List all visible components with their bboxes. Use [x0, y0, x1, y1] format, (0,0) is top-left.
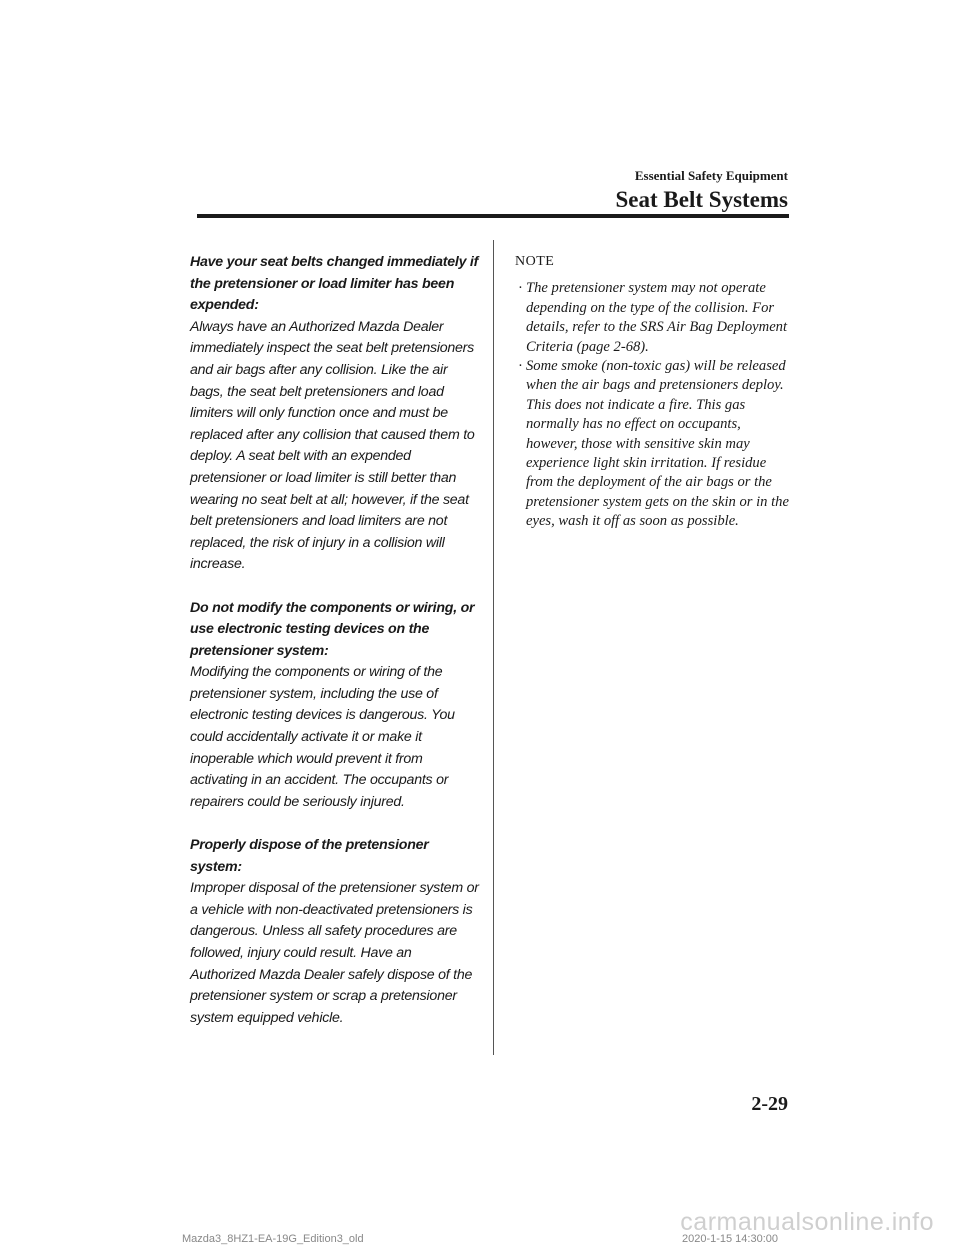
- note-item: [515, 279, 795, 357]
- warning-body: Modifying the components or wiring of the pretensioner system, including the use of electronic testing devices is dangerous. You could accidentally activate it or make it inoperable which would prevent it from activating in an accident. The occupants or repairers could be seriously injured.: [190, 664, 455, 810]
- bullet-dot: ·: [518, 358, 523, 375]
- warning-body: Improper disposal of the pretensioner system or a vehicle with non-deactivated pretensioners is dangerous. Unless all safety procedures are followed, injury could result. Have an Authorized Mazda Dealer safely dispose of the pretensioner system or scrap a pretensioner system equipped vehicle.: [190, 880, 479, 1026]
- warning-heading: Properly dispose of the pretensioner system:: [190, 837, 429, 875]
- warning-block: [190, 598, 480, 814]
- warning-heading: Do not modify the components or wiring, or use electronic testing devices on the pretensioner system:: [190, 599, 475, 659]
- page-title: Seat Belt Systems: [615, 187, 788, 212]
- page-header: [616, 168, 788, 214]
- bullet-dot: ·: [518, 280, 523, 297]
- note-text: Some smoke (non-toxic gas) will be released when the air bags and pretensioners deploy. This does not indicate a fire. This gas normally has no effect on occupants, however, those with sensitive skin may experience light skin irritation. If residue from the deployment of the air bags or the pretensioner system gets on the skin or in the eyes, wash it off as soon as possible.: [526, 358, 789, 530]
- note-list: [515, 279, 795, 531]
- note-column: [515, 252, 795, 532]
- warning-column: [190, 252, 480, 1051]
- watermark: carmanualsonline.info: [680, 1208, 934, 1236]
- warning-body: Always have an Authorized Mazda Dealer immediately inspect the seat belt pretensioners and air bags after any collision. Like the air bags, the seat belt pretensioners and load limiters will only function once and must be replaced after any collision that caused them to deploy. A seat belt with an expended pretensioner or load limiter is still better than wearing no seat belt at all; however, if the seat belt pretensioners and load limiters are not replaced, the risk of injury in a collision will increase.: [190, 318, 475, 573]
- column-divider: [493, 240, 494, 1055]
- note-item: [515, 357, 795, 532]
- footer-timestamp: 2020-1-15 14:30:00: [681, 1233, 778, 1245]
- footer-filename: Mazda3_8HZ1-EA-19G_Edition3_old: [182, 1233, 364, 1245]
- warning-heading: Have your seat belts changed immediately if the pretensioner or load limiter has been expended:: [190, 254, 479, 314]
- warning-block: [190, 252, 480, 576]
- note-text: The pretensioner system may not operate depending on the type of the collision. For details, refer to the SRS Air Bag Deployment Criteria (page 2-68).: [526, 280, 788, 355]
- section-name: Essential Safety Equipment: [634, 168, 788, 183]
- note-label: NOTE: [515, 254, 555, 269]
- warning-block: [190, 835, 480, 1029]
- page-number: 2-29: [751, 1093, 788, 1115]
- header-rule: [197, 214, 789, 218]
